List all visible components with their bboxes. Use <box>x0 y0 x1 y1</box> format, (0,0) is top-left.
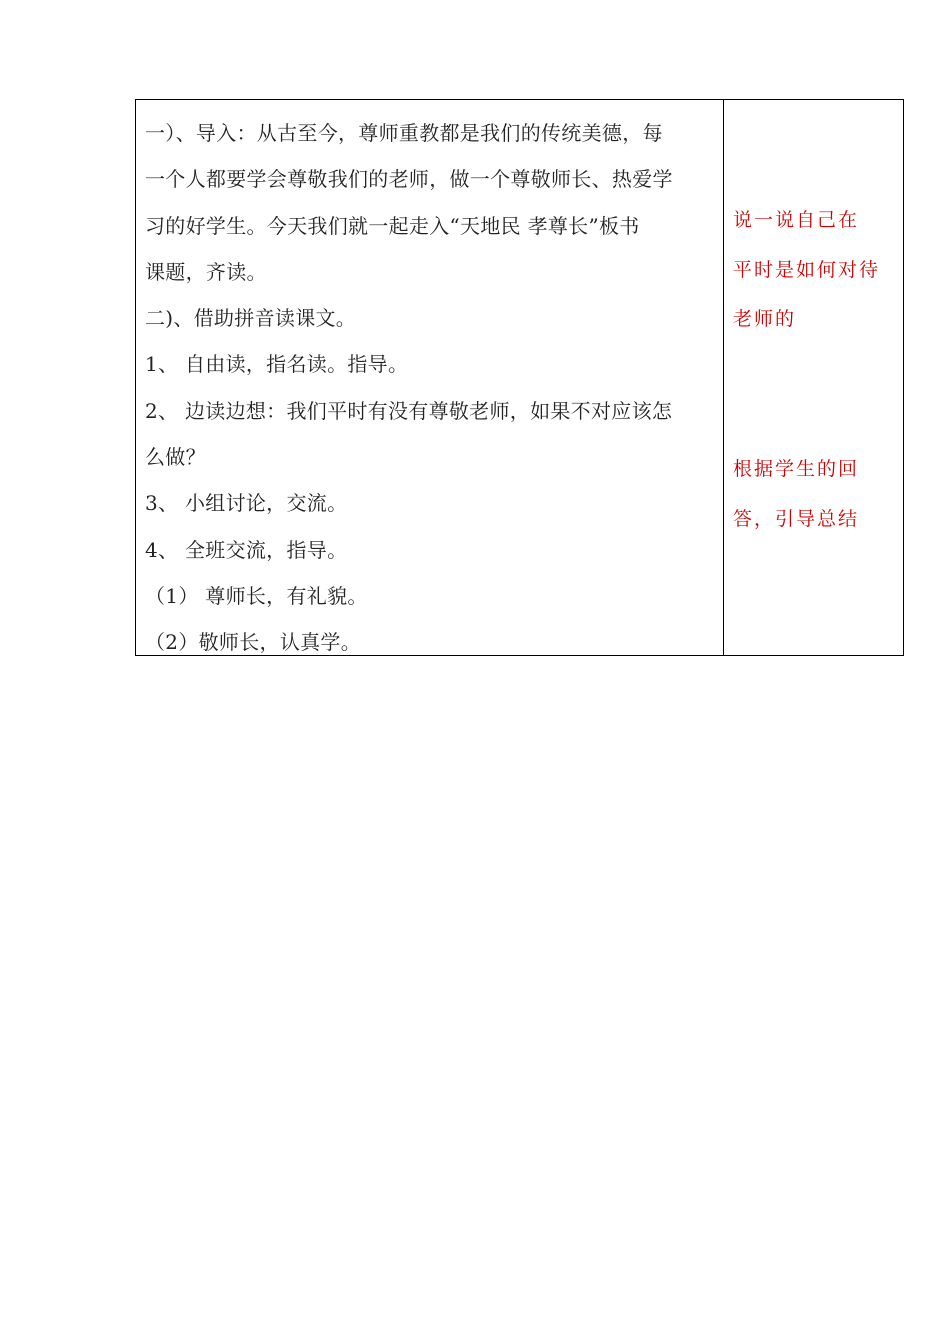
side-note-guide-summary <box>733 445 899 544</box>
procedure-line: 二)、借助拼音读课文。 <box>145 306 357 331</box>
procedure-line: 3、 小组讨论，交流。 <box>145 491 348 516</box>
design-intent-cell <box>724 100 903 655</box>
side-note-line: 答，引导总结 <box>733 507 860 530</box>
procedure-line: 习的好学生。今天我们就一起走入“天地民 孝尊长”板书 <box>145 213 640 238</box>
side-note-line: 说一说自己在 <box>733 209 860 231</box>
procedure-line: 么做？ <box>145 445 206 470</box>
procedure-line: （2）敬师长，认真学。 <box>145 630 362 655</box>
lesson-plan-table <box>135 99 904 656</box>
teaching-procedure-cell <box>136 100 724 655</box>
side-note-share-experience <box>733 196 899 345</box>
side-note-line: 平时是如何对待 <box>733 258 881 281</box>
procedure-line: 一）、导入：从古至今，尊师重教都是我们的传统美德，每 <box>145 121 663 145</box>
procedure-line: （1） 尊师长，有礼貌。 <box>145 583 368 608</box>
side-note-line: 根据学生的回 <box>733 458 860 480</box>
procedure-line: 4、 全班交流，指导。 <box>145 537 348 562</box>
procedure-line: 课题，齐读。 <box>145 259 267 284</box>
procedure-line: 一个人都要学会尊敬我们的老师，做一个尊敬师长、热爱学 <box>145 167 673 192</box>
procedure-line: 2、 边读边想：我们平时有没有尊敬老师，如果不对应该怎 <box>145 398 673 423</box>
side-note-line: 老师的 <box>733 308 797 330</box>
procedure-line: 1、 自由读，指名读。指导。 <box>145 352 409 377</box>
